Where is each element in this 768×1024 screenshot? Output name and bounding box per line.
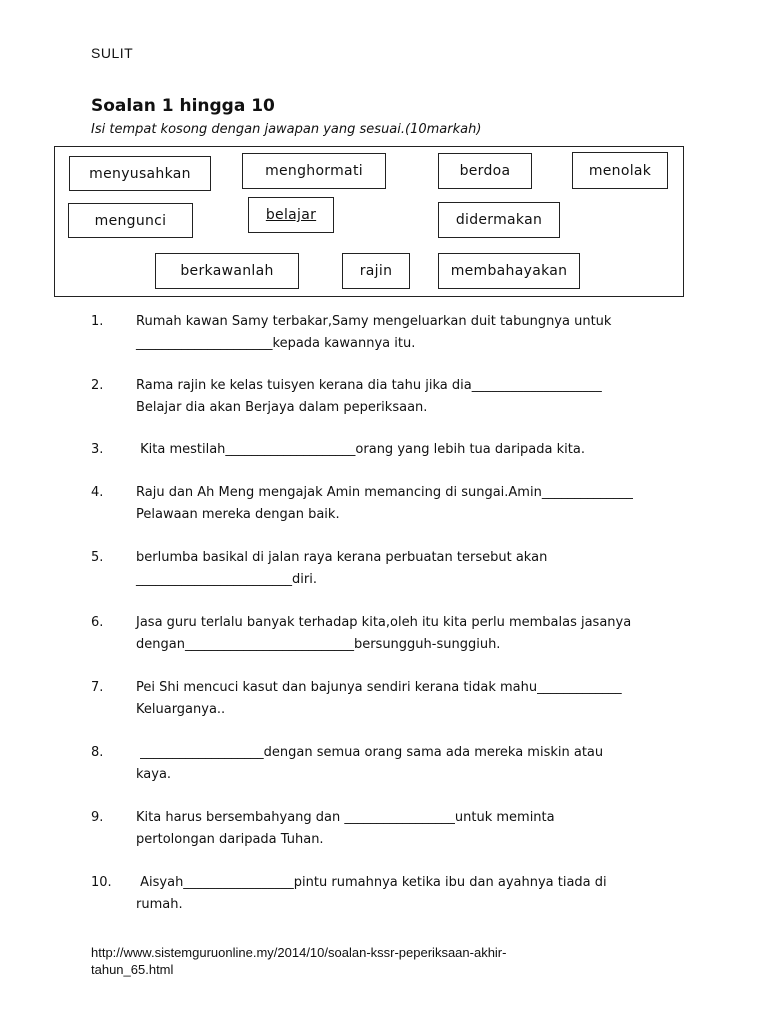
question-number: 8.: [91, 745, 104, 760]
source-url[interactable]: http://www.sistemguruonline.my/2014/10/soalan-kssr-peperiksaan-akhir- tahun_65.html: [91, 945, 507, 977]
word-option: menyusahkan: [69, 156, 211, 191]
question-number: 10.: [91, 875, 112, 890]
question-number: 2.: [91, 378, 104, 393]
question-text: ___________________dengan semua orang sama ada mereka miskin atau kaya.: [136, 745, 604, 782]
question-text: berlumba basikal di jalan raya kerana perbuatan tersebut akan ________________________diri.: [136, 550, 548, 587]
question-number: 1.: [91, 314, 104, 329]
question-number: 3.: [91, 442, 104, 457]
word-option: berkawanlah: [155, 253, 299, 289]
word-option: rajin: [342, 253, 410, 289]
confidential-label: SULIT: [91, 45, 134, 61]
section-title: Soalan 1 hingga 10: [91, 96, 275, 116]
section-instruction: Isi tempat kosong dengan jawapan yang sesuai.(10markah): [91, 122, 482, 137]
question-number: 6.: [91, 615, 104, 630]
word-option: belajar: [248, 197, 334, 233]
word-option: mengunci: [68, 203, 193, 238]
question-text: Kita mestilah____________________orang yang lebih tua daripada kita.: [136, 442, 585, 457]
question-text: Jasa guru terlalu banyak terhadap kita,oleh itu kita perlu membalas jasanya dengan__________________________bersungguh-sunggiuh.: [136, 615, 632, 652]
question-text: Pei Shi mencuci kasut dan bajunya sendiri kerana tidak mahu_____________ Keluarganya..: [136, 680, 622, 717]
question-number: 9.: [91, 810, 104, 825]
word-option: menghormati: [242, 153, 386, 189]
question-number: 4.: [91, 485, 104, 500]
question-number: 5.: [91, 550, 104, 565]
question-text: Rumah kawan Samy terbakar,Samy mengeluarkan duit tabungnya untuk _____________________kepada kawannya itu.: [136, 314, 612, 351]
question-text: Raju dan Ah Meng mengajak Amin memancing di sungai.Amin______________ Pelawaan mereka dengan baik.: [136, 485, 633, 522]
word-option: didermakan: [438, 202, 560, 238]
word-option: menolak: [572, 152, 668, 189]
question-number: 7.: [91, 680, 104, 695]
word-option: berdoa: [438, 153, 532, 189]
question-text: Kita harus bersembahyang dan _________________untuk meminta pertolongan daripada Tuhan.: [136, 810, 555, 847]
question-text: Aisyah_________________pintu rumahnya ketika ibu dan ayahnya tiada di rumah.: [136, 875, 607, 912]
question-text: Rama rajin ke kelas tuisyen kerana dia tahu jika dia____________________ Belajar dia akan Berjaya dalam peperiksaan.: [136, 378, 602, 415]
word-option: membahayakan: [438, 253, 580, 289]
